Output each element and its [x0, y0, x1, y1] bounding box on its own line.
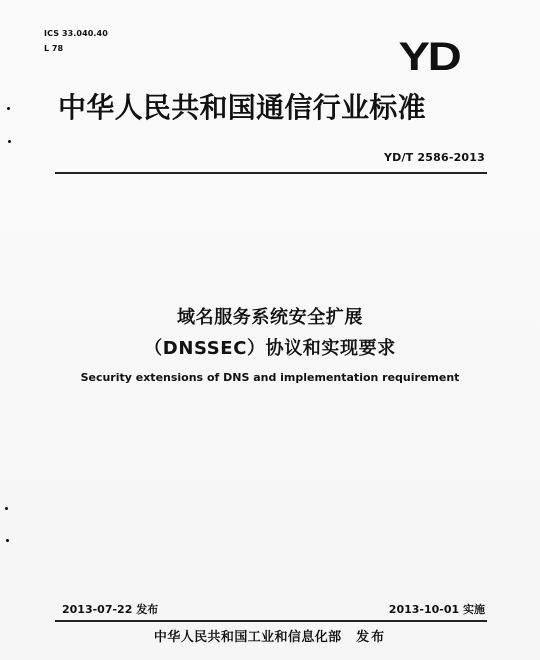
top-divider: [55, 172, 487, 174]
industry-standard-title: 中华人民共和国通信行业标准: [58, 91, 426, 124]
standard-number: YD/T 2586-2013: [383, 151, 485, 164]
document-title-english: Security extensions of DNS and implementation requirement: [80, 371, 460, 384]
scan-mark-2: [8, 140, 11, 143]
scan-mark-3: [5, 507, 8, 510]
scan-mark-1: [7, 107, 10, 110]
yd-logo: YD: [398, 35, 460, 79]
publisher-name: 中华人民共和国工业和信息化部: [153, 630, 342, 645]
classification-code: L 78: [44, 44, 64, 53]
publisher-action: 发布: [356, 630, 387, 645]
document-title-chinese-line-2: （DNSSEC）协议和实现要求: [144, 338, 396, 359]
publisher-line: [0, 629, 540, 647]
effective-date: 2013-10-01 实施: [388, 603, 485, 616]
scan-mark-4: [6, 539, 9, 542]
document-title-chinese-line-1: 域名服务系统安全扩展: [177, 307, 363, 328]
bottom-divider: [55, 620, 487, 622]
issued-date: 2013-07-22 发布: [62, 603, 159, 616]
ics-code: ICS 33.040.40: [44, 29, 108, 38]
